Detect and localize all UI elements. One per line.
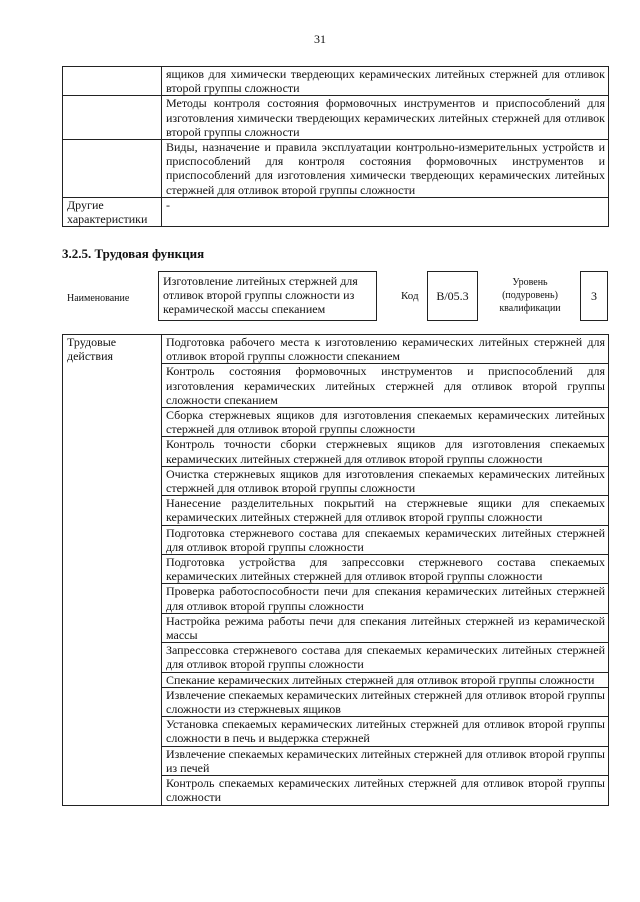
row-text: - bbox=[162, 197, 609, 226]
row-text: Виды, назначение и правила эксплуатации контрольно-измерительных устройств и приспособлений для контроля состояния формовочных инструментов и приспособлений для изготовления химически твердеющих керамических литейных стержней для отливок второй группы сложности bbox=[162, 140, 609, 198]
labor-action-item: Контроль точности сборки стержневых ящиков для изготовления спекаемых керамических литейных стержней для отливок второй группы сложности bbox=[162, 437, 609, 466]
knowledge-table bbox=[62, 66, 609, 227]
labor-action-item: Извлечение спекаемых керамических литейных стержней для отливок второй группы сложности из стержневых ящиков bbox=[162, 687, 609, 716]
labor-action-item: Извлечение спекаемых керамических литейных стержней для отливок второй группы из печей bbox=[162, 746, 609, 775]
labor-action-item: Контроль состояния формовочных инструментов и приспособлений для изготовления керамических литейных стержней для отливок второй группы сложности спеканием bbox=[162, 364, 609, 408]
labor-action-item: Спекание керамических литейных стержней для отливок второй группы сложности bbox=[162, 672, 609, 687]
labor-action-item: Нанесение разделительных покрытий на стержневые ящики для спекаемых керамических литейных стержней для отливок второй группы сложности bbox=[162, 496, 609, 525]
row-label bbox=[63, 67, 162, 96]
table-row bbox=[63, 197, 609, 226]
name-label: Наименование bbox=[67, 293, 130, 304]
row-text: ящиков для химически твердеющих керамических литейных стержней для отливок второй группы сложности bbox=[162, 67, 609, 96]
table-row bbox=[63, 96, 609, 140]
labor-action-item: Настройка режима работы печи для спекания литейных стержней из керамической массы bbox=[162, 613, 609, 642]
labor-action-item: Проверка работоспособности печи для спекания керамических литейных стержней для отливок второй группы сложности bbox=[162, 584, 609, 613]
qualification-level-box: 3 bbox=[580, 271, 608, 321]
labor-action-item: Очистка стержневых ящиков для изготовления спекаемых керамических литейных стержней для отливок второй группы сложности bbox=[162, 466, 609, 495]
labor-actions-label: Трудовые действия bbox=[63, 335, 162, 806]
table-row bbox=[63, 140, 609, 198]
labor-action-item: Сборка стержневых ящиков для изготовления спекаемых керамических литейных стержней для отливок второй группы сложности bbox=[162, 408, 609, 437]
table-row bbox=[63, 335, 609, 364]
labor-action-item: Подготовка устройства для запрессовки стержневого состава спекаемых керамических литейных стержней для отливок второй группы сложности bbox=[162, 555, 609, 584]
section-heading: 3.2.5. Трудовая функция bbox=[62, 246, 205, 261]
function-name-box: Изготовление литейных стержней для отливок второй группы сложности из керамической массы спеканием bbox=[158, 271, 377, 321]
labor-action-item: Подготовка стержневого состава для спекаемых керамических литейных стержней для отливок второй группы сложности bbox=[162, 525, 609, 554]
row-text: Методы контроля состояния формовочных инструментов и приспособлений для изготовления химически твердеющих керамических литейных стержней для отливок второй группы сложности bbox=[162, 96, 609, 140]
labor-action-item: Подготовка рабочего места к изготовлению керамических литейных стержней для отливок второй группы сложности спеканием bbox=[162, 335, 609, 364]
code-value-box: B/05.3 bbox=[427, 271, 478, 321]
labor-actions-table bbox=[62, 334, 609, 806]
row-label-other-characteristics: Другие характеристики bbox=[63, 197, 162, 226]
row-label bbox=[63, 140, 162, 198]
qualification-level-label: Уровень (подуровень) квалификации bbox=[499, 277, 561, 314]
table-row bbox=[63, 67, 609, 96]
code-label: Код bbox=[401, 290, 419, 302]
row-label bbox=[63, 96, 162, 140]
page-number: 31 bbox=[314, 32, 326, 46]
labor-action-item: Запрессовка стержневого состава для спекаемых керамических литейных стержней для отливок второй группы сложности bbox=[162, 643, 609, 672]
labor-action-item: Контроль спекаемых керамических литейных стержней для отливок второй группы сложности bbox=[162, 776, 609, 805]
labor-action-item: Установка спекаемых керамических литейных стержней для отливок второй группы сложности в печь и выдержка стержней bbox=[162, 717, 609, 746]
